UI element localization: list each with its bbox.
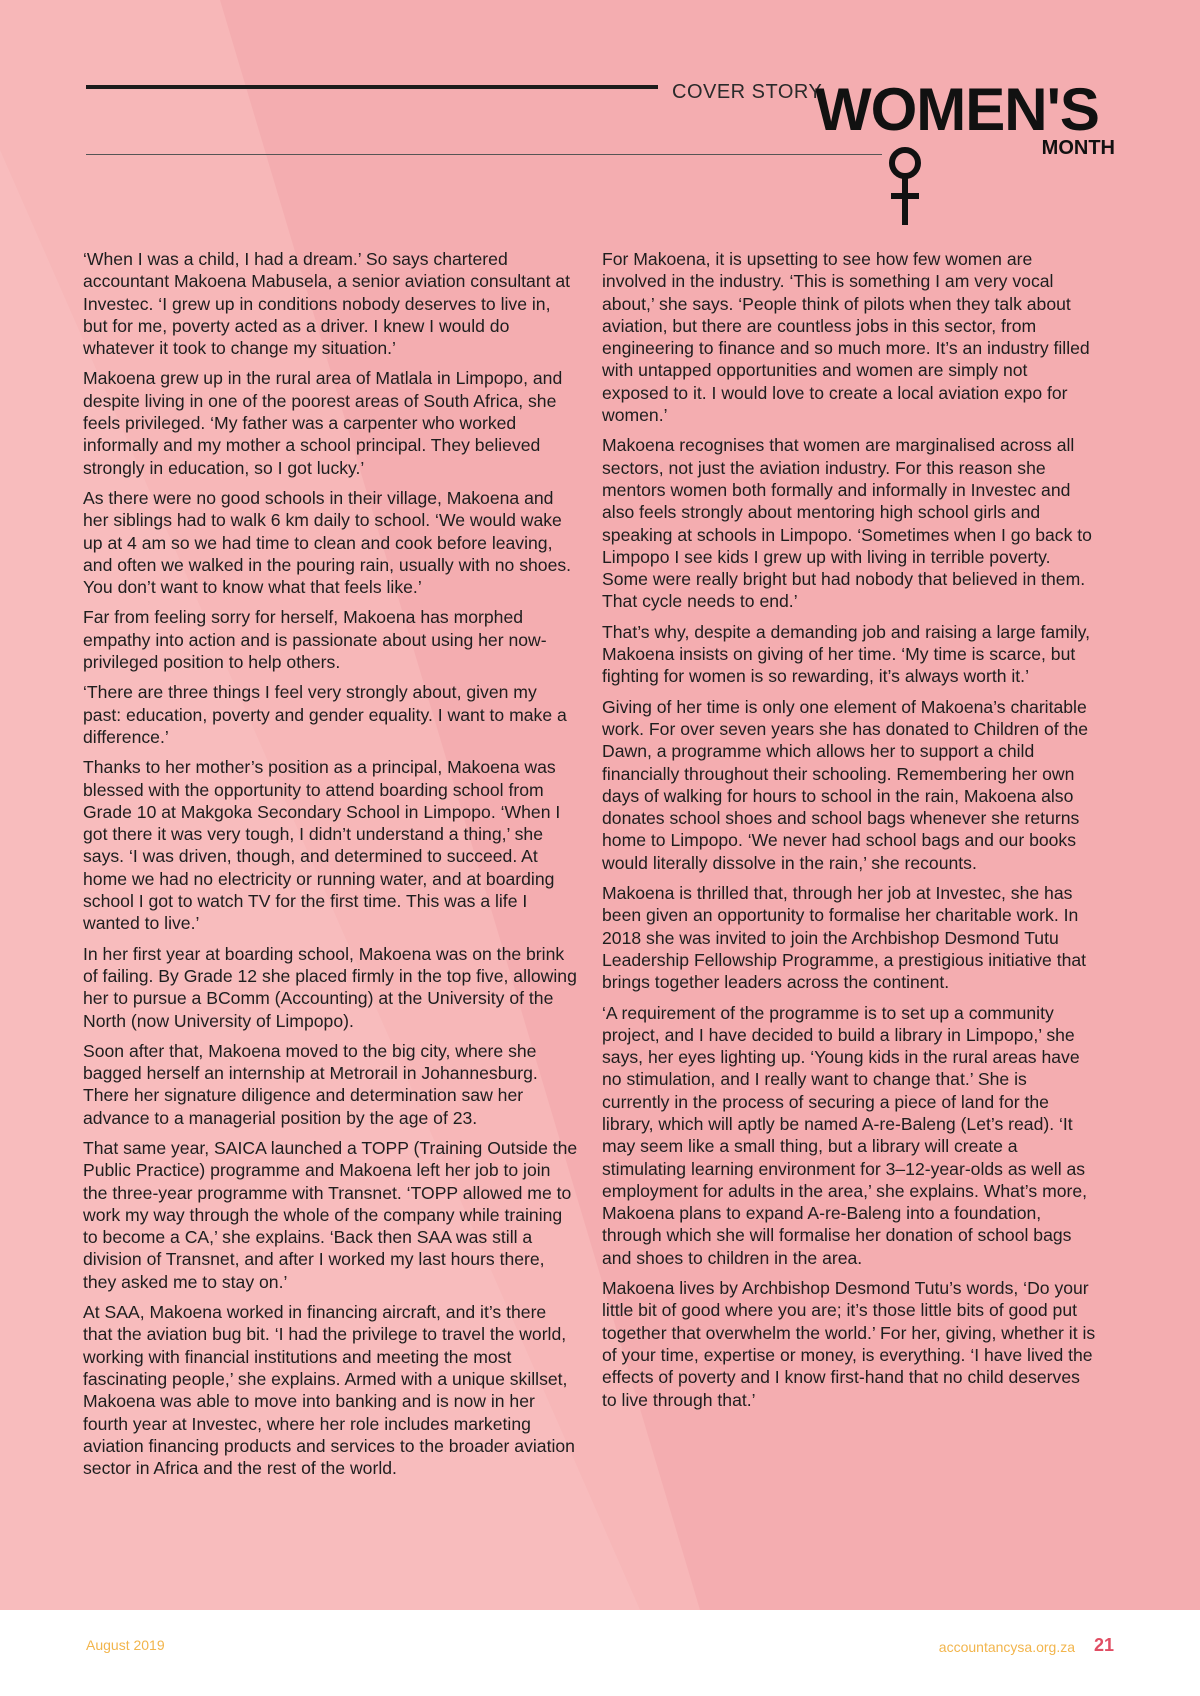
paragraph: Giving of her time is only one element of Makoena’s charitable work. For over seven years she has donated to Children of the Dawn, a programme which allows her to support a child financially throughout their schooling. Remembering her own days of walking for hours to school in the rain, Makoena also donates school shoes and school bags whenever she returns home to Limpopo. ‘We never had school bags and our books would literally dissolve in the rain,’ she recounts. <box>602 696 1089 873</box>
masthead-subtitle: MONTH <box>1041 137 1115 159</box>
paragraph: ‘There are three things I feel very strongly about, given my past: education, poverty and gender equality. I want to make a difference.’ <box>83 682 567 747</box>
paragraph: Soon after that, Makoena moved to the big city, where she bagged herself an internship at Metrorail in Johannesburg. There her signature diligence and determination saw her advance to a managerial position by the age of 23. <box>83 1040 538 1128</box>
article-column-right <box>602 248 1097 1419</box>
issue-date: August 2019 <box>86 1637 165 1653</box>
header-thick-rule <box>86 85 658 89</box>
paragraph: Makoena lives by Archbishop Desmond Tutu’s words, ‘Do your little bit of good where you are; it’s those little bits of good put together that overwhelm the world.’ For her, giving, whether it is of your time, expertise or money, is everything. ‘I have lived the effects of poverty and I know first-hand that no child deserves to live through that.’ <box>602 1278 1096 1410</box>
venus-symbol-icon <box>885 147 925 227</box>
article-column-left <box>83 248 578 1487</box>
page-footer <box>0 1610 1200 1696</box>
paragraph: For Makoena, it is upsetting to see how few women are involved in the industry. ‘This is something I am very vocal about,’ she says. ‘People think of pilots when they talk about aviation, but there are countless jobs in this sector, from engineering to finance and so much more. It’s an industry filled with untapped opportunities and women are simply not exposed to it. I would love to create a local aviation expo for women.’ <box>602 249 1090 426</box>
paragraph: Makoena recognises that women are marginalised across all sectors, not just the aviation industry. For this reason she mentors women both formally and informally in Investec and also feels strongly about mentoring high school girls and speaking at schools in Limpopo. ‘Sometimes when I go back to Limpopo I see kids I grew up with living in terrible poverty. Some were really bright but had nobody that believed in them. That cycle needs to end.’ <box>602 435 1092 612</box>
paragraph: Thanks to her mother’s position as a principal, Makoena was blessed with the opportunity to attend boarding school from Grade 10 at Makgoka Secondary School in Limpopo. ‘When I got there it was very tough, I didn’t understand a thing,’ she says. ‘I was driven, though, and determined to succeed. At home we had no electricity or running water, and at boarding school I got to watch TV for the first time. This was a life I wanted to live.’ <box>83 757 561 934</box>
paragraph: In her first year at boarding school, Makoena was on the brink of failing. By Grade 12 she placed firmly in the top five, allowing her to pursue a BComm (Accounting) at the University of the North (now University of Limpopo). <box>83 943 577 1031</box>
page-number: 21 <box>1093 1635 1114 1655</box>
paragraph: Makoena is thrilled that, through her job at Investec, she has been given an opportunity to formalise her charitable work. In 2018 she was invited to join the Archbishop Desmond Tutu Leadership Fellowship Programme, a prestigious initiative that brings together leaders across the continent. <box>602 883 1087 993</box>
paragraph: Far from feeling sorry for herself, Makoena has morphed empathy into action and is passionate about using her now-privileged position to help others. <box>83 607 547 673</box>
paragraph: That’s why, despite a demanding job and raising a large family, Makoena insists on giving of her time. ‘My time is scarce, but fighting for women is so rewarding, it’s always worth it.’ <box>602 621 1091 687</box>
paragraph: ‘A requirement of the programme is to set up a community project, and I have decided to build a library in Limpopo,’ she says, her eyes lighting up. ‘Young kids in the rural areas have no stimulation, and I really want to change that.’ She is currently in the process of securing a piece of land for the library, which will aptly be named A-re-Baleng (Let’s read). ‘It may seem like a small thing, but a library will create a stimulating learning environment for 3–12-year-olds as well as employment for adults in the area,’ she explains. What’s more, Makoena plans to expand A-re-Baleng into a foundation, through which she will formalise her donation of school bags and shoes to children in the area. <box>602 1002 1088 1268</box>
header-thin-rule <box>86 154 882 155</box>
paragraph: At SAA, Makoena worked in financing aircraft, and it’s there that the aviation bug bit. ‘I had the privilege to travel the world, working with financial institutions and meeting the most fascinating people,’ she explains. Armed with a unique skillset, Makoena was able to move into banking and is now in her fourth year at Investec, where her role includes marketing aviation financing products and services to the broader aviation sector in Africa and the rest of the world. <box>83 1302 575 1479</box>
website-link[interactable]: accountancysa.org.za <box>938 1639 1075 1655</box>
masthead-title: WOMEN'S <box>815 76 1099 143</box>
paragraph: ‘When I was a child, I had a dream.’ So says chartered accountant Makoena Mabusela, a senior aviation consultant at Investec. ‘I grew up in conditions nobody deserves to live in, but for me, poverty acted as a driver. I knew I would do whatever it took to change my situation.’ <box>83 249 571 359</box>
paragraph: As there were no good schools in their village, Makoena and her siblings had to walk 6 km daily to school. ‘We would wake up at 4 am so we had time to clean and cook before leaving, and often we walked in the pouring rain, usually with no shoes. You don’t want to know what that feels like.’ <box>83 487 572 598</box>
section-label: COVER STORY <box>672 81 823 103</box>
paragraph: That same year, SAICA launched a TOPP (Training Outside the Public Practice) programme and Makoena left her job to join the three-year programme with Transnet. ‘TOPP allowed me to work my way through the whole of the company while training to become a CA,’ she explains. ‘Back then SAA was still a division of Transnet, and after I worked my last hours there, they asked me to stay on.’ <box>83 1137 578 1292</box>
paragraph: Makoena grew up in the rural area of Matlala in Limpopo, and despite living in one of the poorest areas of South Africa, she feels privileged. ‘My father was a carpenter who worked informally and my mother a school principal. They believed strongly in education, so I got lucky.’ <box>83 368 563 478</box>
womens-month-masthead <box>815 75 1115 170</box>
